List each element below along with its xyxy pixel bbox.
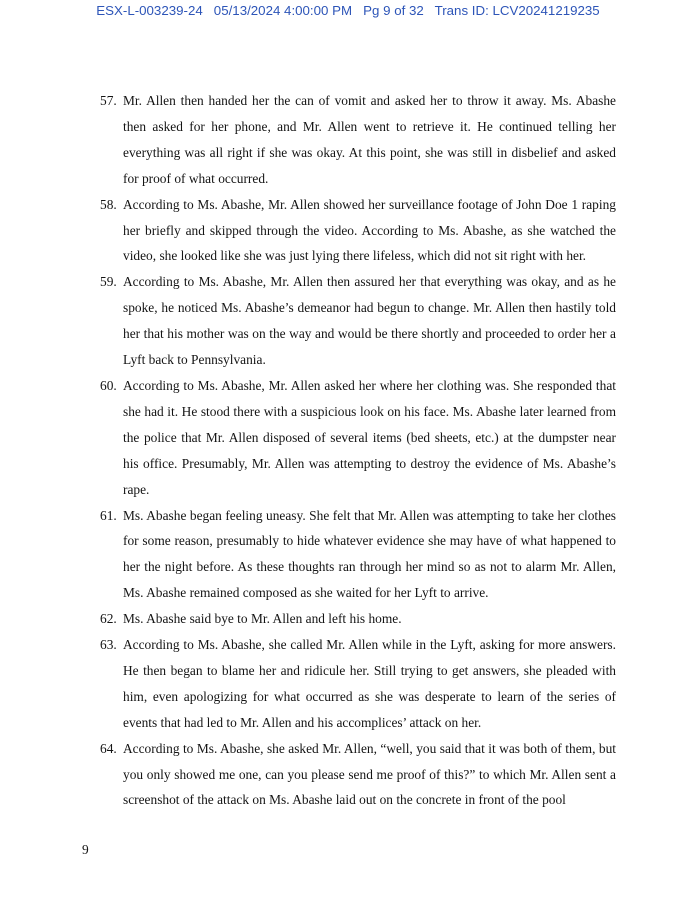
paragraph-number: 59. bbox=[100, 274, 117, 290]
page-number: 9 bbox=[82, 842, 89, 857]
paragraph-number: 63. bbox=[100, 637, 117, 653]
paragraph-number: 61. bbox=[100, 507, 117, 523]
paragraph-text: Ms. Abashe said bye to Mr. Allen and left his home. bbox=[123, 611, 402, 627]
paragraph-text: According to Ms. Abashe, Mr. Allen then assured her that everything was okay, and as he spoke, he noticed Ms. Abashe’s demeanor had begun to change. Mr. Allen then hastily told her that his mother was on the way and would be there shortly and proceeded to order her a Lyft back to Pennsylvania. bbox=[123, 274, 616, 368]
paragraph-58 bbox=[100, 192, 616, 270]
paragraph-text: According to Ms. Abashe, Mr. Allen showed her surveillance footage of John Doe 1 raping her briefly and skipped through the video. According to Ms. Abashe, as she watched the video, she looked like she was just lying there lifeless, which did not sit right with her. bbox=[123, 196, 616, 264]
paragraph-number: 60. bbox=[100, 377, 117, 393]
paragraph-text: According to Ms. Abashe, Mr. Allen asked her where her clothing was. She responded that she had it. He stood there with a suspicious look on his face. Ms. Abashe later learned from the police that Mr. Allen disposed of several items (bed sheets, etc.) at the dumpster near his office. Presumably, Mr. Allen was attempting to destroy the evidence of Ms. Abashe’s rape. bbox=[123, 377, 616, 497]
paragraph-57 bbox=[100, 88, 616, 192]
paragraph-text: According to Ms. Abashe, she called Mr. Allen while in the Lyft, asking for more answers. He then began to blame her and ridicule her. Still trying to get answers, she pleaded with him, even apologizing for what occurred as she was desperate to learn of the series of events that had led to Mr. Allen and his accomplices’ attack on her. bbox=[123, 637, 616, 730]
paragraph-62 bbox=[100, 606, 616, 632]
paragraph-61 bbox=[100, 503, 616, 607]
filing-stamp-header: ESX-L-003239-24 05/13/2024 4:00:00 PM Pg 9 of 32 Trans ID: LCV20241219235 bbox=[96, 3, 600, 18]
paragraph-number: 57. bbox=[100, 93, 117, 108]
numbered-paragraph-list bbox=[100, 88, 616, 813]
paragraph-number: 58. bbox=[100, 196, 117, 212]
paragraph-60 bbox=[100, 373, 616, 503]
paragraph-text: Ms. Abashe began feeling uneasy. She felt that Mr. Allen was attempting to take her clothes for some reason, presumably to hide whatever evidence she may have of what happened to her the night before. As these thoughts ran through her mind so as not to alarm Mr. Allen, Ms. Abashe remained composed as she waited for her Lyft to arrive. bbox=[123, 507, 616, 601]
paragraph-text: Mr. Allen then handed her the can of vomit and asked her to throw it away. Ms. Abashe then asked for her phone, and Mr. Allen went to retrieve it. He continued telling her everything was all right if she was okay. At this point, she was still in disbelief and asked for proof of what occurred. bbox=[123, 93, 616, 186]
paragraph-63 bbox=[100, 632, 616, 736]
paragraph-number: 62. bbox=[100, 611, 117, 627]
paragraph-number: 64. bbox=[100, 740, 117, 756]
paragraph-64 bbox=[100, 736, 616, 814]
paragraph-59 bbox=[100, 269, 616, 373]
paragraph-text: According to Ms. Abashe, she asked Mr. Allen, “well, you said that it was both of them, but you only showed me one, can you please send me proof of this?” to which Mr. Allen sent a screenshot of the attack on Ms. Abashe laid out on the concrete in front of the pool bbox=[123, 740, 616, 808]
